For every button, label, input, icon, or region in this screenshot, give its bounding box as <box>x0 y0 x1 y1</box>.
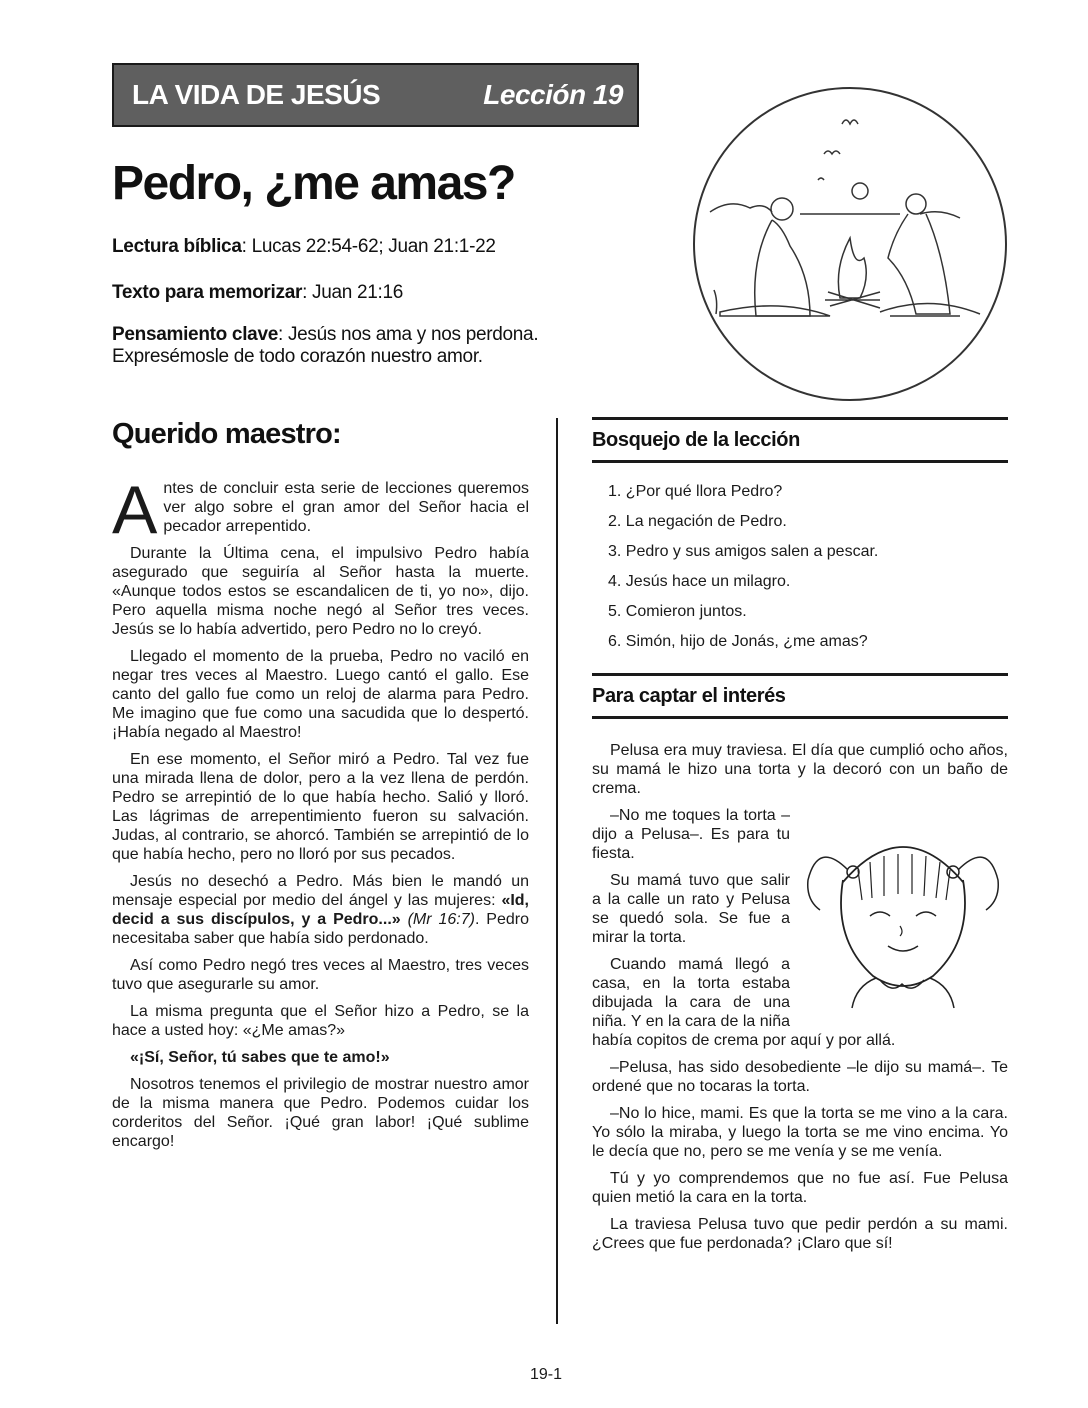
teacher-column <box>112 418 529 1159</box>
page-number: 19-1 <box>530 1366 563 1383</box>
teacher-paragraph-text: ntes de concluir esta serie de lecciones queremos ver algo sobre el gran amor del Señor hacia el pecador arrepentido. <box>163 480 529 535</box>
scripture-reference: (Mr 16:7) <box>400 911 475 928</box>
page-title: Pedro, ¿me amas? <box>112 157 515 210</box>
story-paragraph: Tú y yo comprendemos que no fue así. Fue Pelusa quien metió la cara en la torta. <box>592 1170 1008 1206</box>
teacher-heading: Querido maestro: <box>112 418 341 450</box>
teacher-body <box>112 472 530 1151</box>
key-thought-value: : Jesús nos ama y nos perdona. <box>277 324 539 345</box>
interest-section <box>592 673 1008 1261</box>
teacher-paragraph: Nosotros tenemos el privilegio de mostrar nuestro amor de la misma manera que Pedro. Podemos cuidar los corderitos del Señor. ¡Qué gran labor! ¡Qué sublime encargo! <box>112 1076 529 1150</box>
story-paragraph: –Pelusa, has sido desobediente –le dijo su mamá–. Te ordené que no tocaras la torta. <box>592 1059 1008 1095</box>
memory-verse-label: Texto para memorizar <box>112 282 303 303</box>
key-thought-value-2: Expresémosle de todo corazón nuestro amor. <box>112 346 483 367</box>
drop-cap: A <box>112 472 158 548</box>
teacher-paragraph <box>112 872 529 948</box>
teacher-paragraph: Así como Pedro negó tres veces al Maestro, tres veces tuvo que asegurarle su amor. <box>112 957 529 993</box>
interest-body <box>592 741 1008 1253</box>
answer-quote: «¡Sí, Señor, tú sabes que te amo!» <box>130 1049 390 1066</box>
scripture-quote: «Id, decid a sus discípulos, y a Pedro...» <box>112 892 529 928</box>
outline-item: 3. Pedro y sus amigos salen a pescar. <box>608 543 879 560</box>
series-title: LA VIDA DE JESÚS <box>132 79 381 110</box>
outline-item: 1. ¿Por qué llora Pedro? <box>608 483 783 500</box>
story-paragraph: Cuando mamá llegó a casa, en la torta estaba dibujada la cara de una niña. Y en la cara de la niña había copitos de crema por aquí y por allá. <box>592 956 896 1049</box>
bible-reading-label: Lectura bíblica <box>112 236 242 257</box>
teacher-paragraph: Llegado el momento de la prueba, Pedro no vaciló en negar tres veces al Maestro. Luego cantó el gallo. Ese canto del gallo fue como un reloj de alarma para Pedro. Me imagino que fue como una sacudida que lo despertó. ¡Había negado al Maestro! <box>112 648 529 741</box>
outline-item: 4. Jesús hace un milagro. <box>608 573 791 590</box>
campfire-illustration <box>690 84 1010 404</box>
outline-item: 6. Simón, hijo de Jonás, ¿me amas? <box>608 633 868 650</box>
lesson-number: Lección 19 <box>483 79 623 110</box>
outline-item: 5. Comieron juntos. <box>608 603 747 620</box>
outline-list <box>592 477 1008 657</box>
story-paragraph: –No me toques la torta –dijo a Pelusa–. Es para tu fiesta. <box>592 807 790 862</box>
lesson-banner <box>112 63 639 127</box>
outline-section <box>592 417 1008 657</box>
story-paragraph: Pelusa era muy traviesa. El día que cumplió ocho años, su mamá le hizo una torta y la decoró con un baño de crema. <box>592 742 1008 797</box>
teacher-paragraph: Durante la Última cena, el impulsivo Pedro había asegurado que seguiría al Señor hasta la muerte. «Aunque todos estos se escandalicen de ti, yo no», dijo. Pero aquella misma noche negó al Señor tres veces. Jesús se lo había advertido, pero Pedro no lo creyó. <box>112 545 529 638</box>
girl-illustration <box>798 810 1008 1015</box>
story-paragraph: Su mamá tuvo que salir a la calle un rato y Pelusa se quedó sola. Se fue a mirar la torta. <box>592 872 790 946</box>
bible-reading <box>112 236 496 258</box>
outline-item: 2. La negación de Pedro. <box>608 513 787 530</box>
memory-verse-value: : Juan 21:16 <box>302 282 404 303</box>
teacher-paragraph-text: Jesús no desechó a Pedro. Más bien le mandó un mensaje especial por medio del ángel y las mujeres: <box>112 873 529 909</box>
story-paragraph: –No lo hice, mami. Es que la torta se me vino a la cara. Yo sólo la miraba, y luego la torta se me vino encima. Yo le decía que no, pero se me venía y se me venía. <box>592 1105 1008 1160</box>
key-thought <box>112 324 538 368</box>
teacher-paragraph: La misma pregunta que el Señor hizo a Pedro, se la hace a usted hoy: «¿Me amas?» <box>112 1003 529 1039</box>
bible-reading-value: : Lucas 22:54-62; Juan 21:1-22 <box>241 236 496 257</box>
teacher-paragraph: En ese momento, el Señor miró a Pedro. Tal vez fue una mirada llena de dolor, pero a la vez llena de perdón. Pedro se arrepintió de lo que había hecho. Salió y lloró. Las lágrimas de arrepentimiento fueron su salvación. Judas, al contrario, se ahorcó. También se arrepintió de lo que había hecho, pero no lloró por sus pecados. <box>112 751 529 863</box>
teacher-paragraph <box>112 472 529 548</box>
column-divider <box>556 418 558 1324</box>
teacher-paragraph-text: . Pedro necesitaba saber que había sido perdonado. <box>112 911 530 947</box>
interest-heading: Para captar el interés <box>592 673 1008 719</box>
story-paragraph: La traviesa Pelusa tuvo que pedir perdón a su mami. ¿Crees que fue perdonada? ¡Claro que sí! <box>592 1216 1008 1252</box>
outline-heading: Bosquejo de la lección <box>592 417 1008 463</box>
memory-verse <box>112 282 403 304</box>
key-thought-label: Pensamiento clave <box>112 324 278 345</box>
